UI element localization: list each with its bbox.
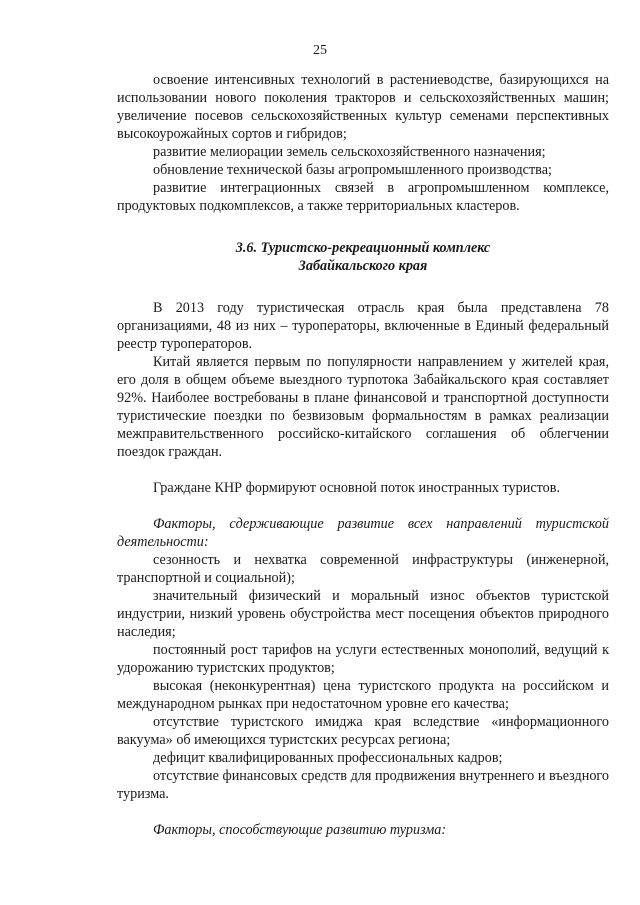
constraint-item: сезонность и нехватка современной инфраструктуры (инженерной, транспортной и социальной); xyxy=(117,552,609,586)
body-paragraph: Китай является первым по популярности направлением у жителей края, его доля в общем объеме выездного турпотока Забайкальского края составляет 92%. Наиболее востребованы в плане финансовой и транспортной доступности туристические поездки по безвизовым формальностям в рамках реализации межправительственного российско-китайского соглашения об облегчении поездок граждан. xyxy=(117,354,609,460)
constraint-item: отсутствие туристского имиджа края вследствие «информационного вакуума» об имеющихся туристских ресурсах региона; xyxy=(117,714,609,748)
intro-item: освоение интенсивных технологий в растениеводстве, базирующихся на использовании нового поколения тракторов и сельскохозяйственных машин; увеличение посевов сельскохозяйственных культур семенами перспективных высокоурожайных сортов и гибридов; xyxy=(117,72,609,142)
constraint-item: высокая (неконкурентная) цена туристского продукта на российском и международном рынках при недостаточном уровне его качества; xyxy=(117,678,609,712)
intro-item: развитие мелиорации земель сельскохозяйственного назначения; xyxy=(153,144,546,160)
page-content xyxy=(117,71,609,839)
intro-item: развитие интеграционных связей в агропромышленном комплексе, продуктовых подкомплексов, а также территориальных кластеров. xyxy=(117,180,609,214)
page-number: 25 xyxy=(313,43,327,58)
constraint-item: отсутствие финансовых средств для продвижения внутреннего и въездного туризма. xyxy=(117,768,609,802)
body-paragraph: В 2013 году туристическая отрасль края была представлена 78 организациями, 48 из них – туроператоры, включенные в Единый федеральный реестр туроператоров. xyxy=(117,300,609,352)
constraint-item: дефицит квалифицированных профессиональных кадров; xyxy=(153,750,503,766)
constraint-item: значительный физический и моральный износ объектов туристской индустрии, низкий уровень обустройства мест посещения объектов природного наследия; xyxy=(117,588,609,640)
promoting-title: Факторы, способствующие развитию туризма: xyxy=(153,822,447,838)
intro-item: обновление технической базы агропромышленного производства; xyxy=(153,162,552,178)
constraints-title: Факторы, сдерживающие развитие всех направлений туристской деятельности: xyxy=(117,516,609,550)
constraint-item: постоянный рост тарифов на услуги естественных монополий, ведущий к удорожанию туристских продуктов; xyxy=(117,642,609,676)
section-heading-line1: 3.6. Туристско-рекреационный комплекс xyxy=(235,240,491,256)
section-heading-line2: Забайкальского края xyxy=(298,258,428,274)
note-paragraph: Граждане КНР формируют основной поток иностранных туристов. xyxy=(153,480,560,496)
